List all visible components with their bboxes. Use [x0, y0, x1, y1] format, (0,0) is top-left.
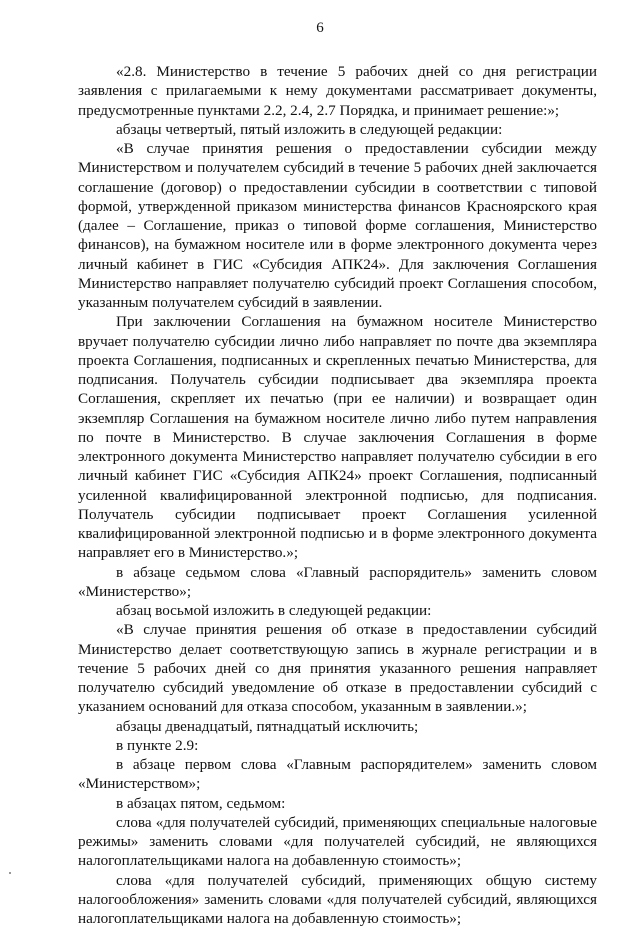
paragraph-agreement-decision: «В случае принятия решения о предоставлении субсидии между Министерством и получателем субсидий в течение 5 рабочих дней заключается соглашение (договор) о предоставлении субсидии в соответствии с типовой формой, утвержденной приказом министерства финансов Красноярского края (далее – Соглашение, приказ о типовой форме соглашения, Министерство финансов), на бумажном носителе или в форме электронного документа через личный кабинет в ГИС «Субсидия АПК24». Для заключения Соглашения Министерство направляет получателю субсидий проект Соглашения способом, указанным получателем субсидий в заявлении.: [78, 139, 597, 312]
page-number: 6: [0, 19, 640, 37]
paragraph-clause-2-8: «2.8. Министерство в течение 5 рабочих дней со дня регистрации заявления с прилагаемыми к нему документами рассматривает документы, предусмотренные пунктами 2.2, 2.4, 2.7 Порядка, и принимает решение:»;: [78, 62, 597, 120]
paragraph-amend-4-5: абзацы четвертый, пятый изложить в следующей редакции:: [78, 120, 597, 139]
scan-mark: [9, 872, 11, 874]
paragraph-amend-first: в абзаце первом слова «Главным распорядителем» заменить словом «Министерством»;: [78, 755, 597, 794]
document-body: [78, 62, 597, 928]
paragraph-paper-agreement: При заключении Соглашения на бумажном носителе Министерство вручает получателю субсидии лично либо направляет по почте два экземпляра проекта Соглашения, подписанных и скрепленных печатью Министерства, для подписания. Получатель субсидии подписывает два экземпляра проекта Соглашения, скрепляет их печатью (при ее наличии) и возвращает один экземпляр Соглашения на бумажном носителе лично либо путем направления по почте в Министерство. В случае заключения Соглашения в форме электронного документа Министерство направляет получателю субсидии в его личный кабинет ГИС «Субсидия АПК24» проект Соглашения, подписанный усиленной квалифицированной электронной подписью, для подписания. Получатель субсидии подписывает проект Соглашения усиленной квалифицированной электронной подписью и в форме электронного документа направляет его в Министерство.»;: [78, 312, 597, 562]
paragraph-amend-7: в абзаце седьмом слова «Главный распорядитель» заменить словом «Министерство»;: [78, 563, 597, 602]
paragraph-refusal-decision: «В случае принятия решения об отказе в предоставлении субсидий Министерство делает соответствующую запись в журнале регистрации и в течение 5 рабочих дней со дня принятия указанного решения направляет получателю субсидий уведомление об отказе в предоставлении субсидий с указанием оснований для отказа способом, указанным в заявлении.»;: [78, 620, 597, 716]
paragraph-clause-2-9: в пункте 2.9:: [78, 736, 597, 755]
paragraph-special-tax: слова «для получателей субсидий, применяющих специальные налоговые режимы» заменить словами «для получателей субсидий, не являющихся налогоплательщиками налога на добавленную стоимость»;: [78, 813, 597, 871]
paragraph-amend-5-7: в абзацах пятом, седьмом:: [78, 794, 597, 813]
paragraph-amend-8: абзац восьмой изложить в следующей редакции:: [78, 601, 597, 620]
paragraph-exclude-12-15: абзацы двенадцатый, пятнадцатый исключить;: [78, 717, 597, 736]
paragraph-general-tax: слова «для получателей субсидий, применяющих общую систему налогообложения» заменить словами «для получателей субсидий, являющихся налогоплательщиками налога на добавленную стоимость»;: [78, 871, 597, 928]
